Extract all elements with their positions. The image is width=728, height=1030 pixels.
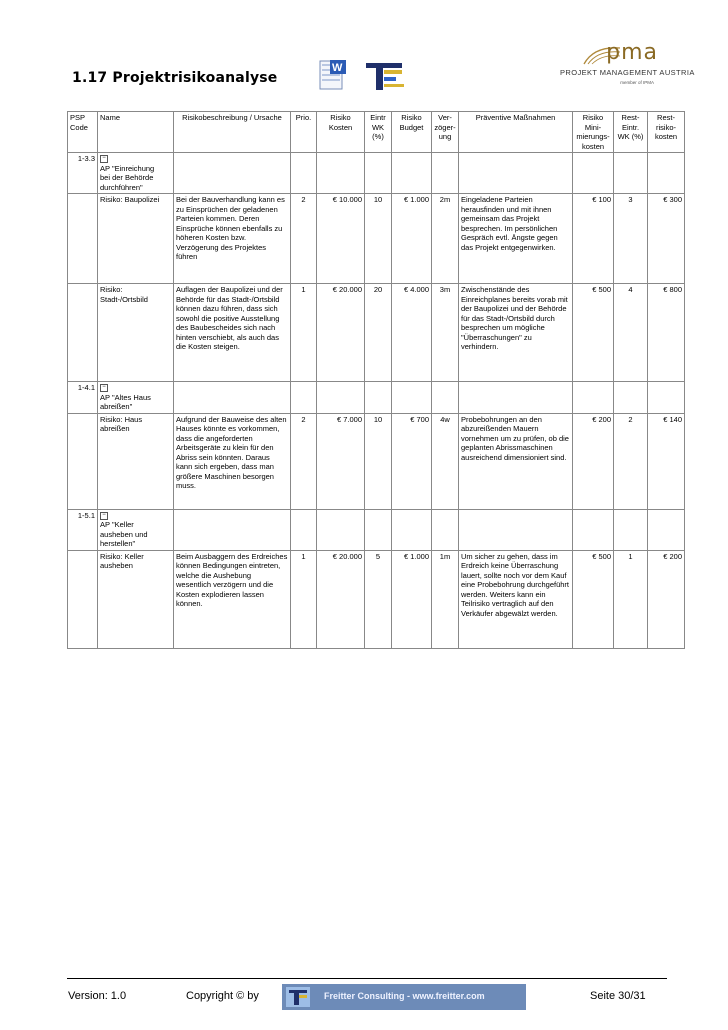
risk-massnahmen: Eingeladene Parteien herausfinden und mit ihnen gemeinsam das Projekt besprechen. Im persönlichen Gespräch evtl. Ängste gegen das Projekt entgegenwirken. [459,194,573,284]
risk-desc: Aufgrund der Bauweise des alten Hauses könnte es vorkommen, dass die angeforderten Arbeitsgeräte zu klein für den Abriss sein könnten. Daraus kann sich ergeben, dass man größere Maschinen besorgen muss. [174,413,291,509]
risk-minimierung: € 100 [573,194,614,284]
risk-eintr: 10 [365,194,392,284]
collapse-toggle-icon[interactable]: − [100,155,108,163]
table-row-ap [68,153,685,194]
risk-name: Risiko: Keller ausheben [98,550,174,648]
risk-minimierung: € 200 [573,413,614,509]
col-minimierung: Risiko Mini-mierungs-kosten [573,112,614,153]
ap-name: AP "Altes Haus abreißen" [100,392,151,412]
ap-cell [98,382,174,414]
risk-kosten: € 20.000 [317,550,365,648]
risk-table [67,111,685,649]
risk-desc: Bei der Bauverhandlung kann es zu Einsprüchen der geladenen Parteien kommen. Deren Einsprüche können ebenfalls zu höheren Kosten bzw. Verzögerung des Projektes führen [174,194,291,284]
risk-minimierung: € 500 [573,284,614,382]
page-title: 1.17 Projektrisikoanalyse [72,70,278,86]
risk-eintr: 20 [365,284,392,382]
table-row [68,284,685,382]
footer-copyright: Copyright © by [186,990,259,1002]
risk-name: Risiko: Stadt-/Ortsbild [98,284,174,382]
risk-name: Risiko: Baupolizei [98,194,174,284]
risk-budget: € 1.000 [392,194,432,284]
col-massnahmen: Präventive Maßnahmen [459,112,573,153]
risk-verz: 4w [432,413,459,509]
risk-prio: 2 [291,413,317,509]
col-name: Name [98,112,174,153]
risk-desc: Beim Ausbaggern des Erdreiches können Bedingungen eintreten, welche die Aushebung wesentlich verzögern und die Kosten explodieren lassen können. [174,550,291,648]
ap-cell [98,153,174,194]
risk-budget: € 700 [392,413,432,509]
risk-kosten: € 10.000 [317,194,365,284]
psp-code: 1-5.1 [68,509,98,550]
risk-massnahmen: Probebohrungen an den abzureißenden Mauern vornehmen um zu prüfen, ob die geplanten Abrissmaschinen ausreichend dimensioniert sind. [459,413,573,509]
word-document-icon [320,60,346,89]
collapse-toggle-icon[interactable]: − [100,384,108,392]
freitter-consulting-logo [286,987,310,1007]
risk-prio: 2 [291,194,317,284]
table-row-ap [68,509,685,550]
risk-massnahmen: Um sicher zu gehen, dass im Erdreich keine Überraschung lauert, sollte noch vor dem Kauf eine Probebohrung durchgeführt werden. Weiters kann ein Teilrisiko vertraglich auf den Verkäufer abgewälzt werden. [459,550,573,648]
risk-resteintr: 3 [614,194,648,284]
risk-budget: € 1.000 [392,550,432,648]
svg-text:W: W [332,62,343,74]
risk-restkosten: € 800 [648,284,685,382]
ap-cell [98,509,174,550]
logo-brand: pma [606,40,658,65]
table-row [68,413,685,509]
risk-minimierung: € 500 [573,550,614,648]
risk-kosten: € 7.000 [317,413,365,509]
footer-version: Version: 1.0 [68,990,127,1002]
risk-verz: 3m [432,284,459,382]
freitter-banner [282,984,526,1010]
collapse-toggle-icon[interactable]: − [100,512,108,520]
risk-desc: Auflagen der Baupolizei und der Behörde für das Stadt-/Ortsbild können dazu führen, dass sich sowohl die positive Ausstellung des Baubescheides sich nach hinten verschiebt, als auch das die Kosten steigen. [174,284,291,382]
table-row [68,194,685,284]
table-row [68,550,685,648]
logo-member: member of IPMA [620,80,654,85]
risk-verz: 1m [432,550,459,648]
risk-resteintr: 1 [614,550,648,648]
col-restkosten: Rest-risiko-kosten [648,112,685,153]
ap-name: AP "Keller ausheben und herstellen" [100,520,148,549]
risk-restkosten: € 200 [648,550,685,648]
risk-eintr: 5 [365,550,392,648]
document-icons [318,58,410,94]
risk-name: Risiko: Haus abreißen [98,413,174,509]
table-header-row [68,112,685,153]
risk-prio: 1 [291,550,317,648]
ap-name: AP "Einreichung bei der Behörde durchführen" [100,163,155,192]
col-verzoegerung: Ver-zöger-ung [432,112,459,153]
risk-massnahmen: Zwischenstände des Einreichplanes bereits vorab mit der Baupolizei und der Behörde für das Stadt-/Ortsbild durch besprechen um mögliche "Überraschungen" zu verhindern. [459,284,573,382]
risk-prio: 1 [291,284,317,382]
risk-budget: € 4.000 [392,284,432,382]
table-row-ap [68,382,685,414]
col-beschreibung: Risikobeschreibung / Ursache [174,112,291,153]
pma-logo [556,38,695,90]
footer-divider [67,978,667,979]
risk-resteintr: 4 [614,284,648,382]
ms-project-icon [362,60,408,92]
risk-restkosten: € 140 [648,413,685,509]
col-prio: Prio. [291,112,317,153]
risk-resteintr: 2 [614,413,648,509]
risk-eintr: 10 [365,413,392,509]
col-psp-code: PSP Code [68,112,98,153]
logo-subtitle: PROJEKT MANAGEMENT AUSTRIA [560,68,695,77]
psp-code: 1-3.3 [68,153,98,194]
footer-page-number: Seite 30/31 [590,990,646,1002]
risk-verz: 2m [432,194,459,284]
risk-restkosten: € 300 [648,194,685,284]
banner-text: Freitter Consulting - www.freitter.com [324,991,485,1001]
col-budget: Risiko Budget [392,112,432,153]
psp-code: 1-4.1 [68,382,98,414]
col-kosten: Risiko Kosten [317,112,365,153]
col-resteintr: Rest-Eintr. WK (%) [614,112,648,153]
col-eintr: Eintr WK (%) [365,112,392,153]
risk-kosten: € 20.000 [317,284,365,382]
